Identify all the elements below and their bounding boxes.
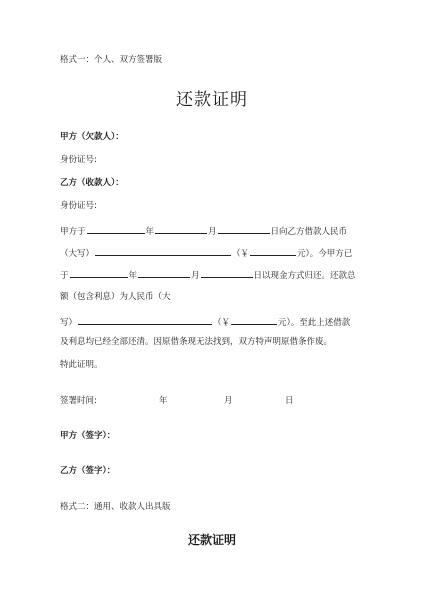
sign-time-month: 月 xyxy=(224,396,233,406)
repay-amount-words-blank[interactable] xyxy=(78,315,212,325)
party-a-label: 甲方（欠款人）： xyxy=(60,132,124,142)
party-a-id-label: 身份证号: xyxy=(60,155,97,165)
body-line-6: 及利息均已经全部还清。因原借条现无法找到，双方特声明原借条作废。 xyxy=(60,337,333,347)
repay-year-blank[interactable] xyxy=(70,268,128,278)
borrow-amount-number-blank[interactable] xyxy=(250,246,296,256)
text-segment: 年 xyxy=(145,227,155,237)
borrow-amount-words-blank[interactable] xyxy=(95,246,231,256)
format2-title: 还款证明 xyxy=(187,533,236,547)
text-segment: （￥ xyxy=(232,249,250,259)
text-segment: 日以现金方式归还。还款总 xyxy=(253,271,356,281)
borrow-day-blank[interactable] xyxy=(218,224,270,234)
text-segment: （￥ xyxy=(213,318,231,328)
body-line-3 xyxy=(60,268,356,282)
party-b-signature-label: 乙方（签字）： xyxy=(60,466,116,476)
document-title: 还款证明 xyxy=(176,90,248,110)
body-line-7: 特此证明。 xyxy=(60,360,103,370)
sign-time-year: 年 xyxy=(159,396,168,406)
repay-month-blank[interactable] xyxy=(138,268,190,278)
text-segment: 写） xyxy=(60,318,78,328)
format2-label: 格式二：通用、收款人出具版 xyxy=(60,502,171,512)
body-line-1 xyxy=(60,224,347,238)
text-segment: 年 xyxy=(128,271,138,281)
repay-amount-number-blank[interactable] xyxy=(231,315,277,325)
borrow-month-blank[interactable] xyxy=(155,224,207,234)
party-b-id-label: 身份证号: xyxy=(60,201,97,211)
sign-time-label: 签署时间: xyxy=(60,396,97,406)
repay-day-blank[interactable] xyxy=(201,268,253,278)
text-segment: 元）。至此上述借款 xyxy=(278,318,351,328)
text-segment: （大写） xyxy=(60,249,95,259)
text-segment: 日向乙方借款人民币 xyxy=(270,227,348,237)
body-line-2 xyxy=(60,246,352,260)
text-segment: 月 xyxy=(208,227,217,237)
party-a-signature-label: 甲方（签字）： xyxy=(60,431,116,441)
text-segment: 月 xyxy=(191,271,200,281)
sign-time-day: 日 xyxy=(285,396,294,406)
format1-label: 格式一：个人、双方签署版 xyxy=(60,55,163,65)
text-segment: 甲方于 xyxy=(60,227,86,237)
party-b-label: 乙方（收款人）： xyxy=(60,178,124,188)
body-line-4: 额（包含利息）为人民币（大 xyxy=(60,292,171,302)
borrow-year-blank[interactable] xyxy=(87,224,145,234)
body-line-5 xyxy=(60,315,350,329)
text-segment: 于 xyxy=(60,271,69,281)
text-segment: 元）。今甲方已 xyxy=(297,249,353,259)
